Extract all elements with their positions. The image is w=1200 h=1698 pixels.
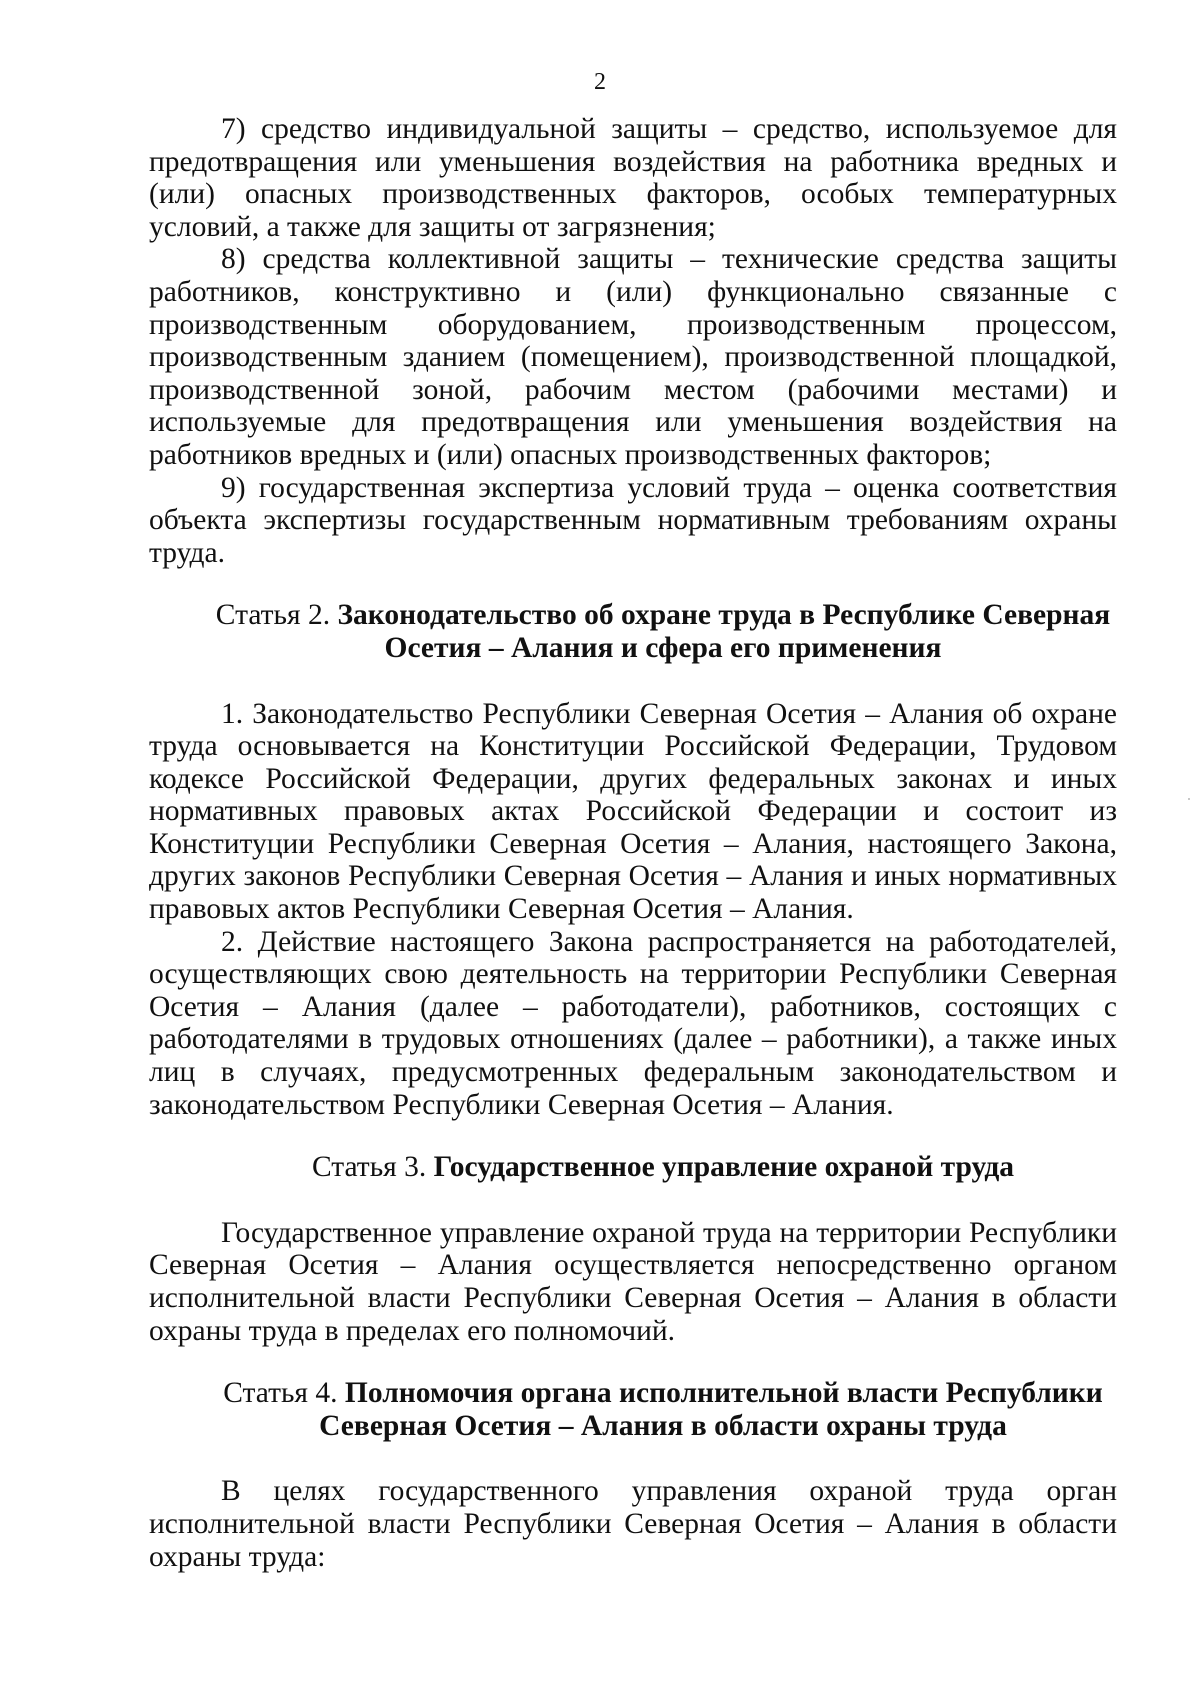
document-body (149, 113, 1117, 1573)
article-2-title: Законодательство об охране труда в Республике Северная Осетия – Алания и сфера его применения (337, 599, 1111, 664)
definition-item-7: 7) средство индивидуальной защиты – средство, используемое для предотвращения или уменьшения воздействия на работника вредных и (или) опасных производственных факторов, особых температурных условий, а также для защиты от загрязнения; (149, 113, 1117, 243)
definition-item-9: 9) государственная экспертиза условий труда – оценка соответствия объекта экспертизы государственным нормативным требованиям охраны труда. (149, 471, 1117, 569)
article-3-title: Государственное управление охраной труда (433, 1151, 1015, 1184)
article-4-heading (149, 1377, 1117, 1442)
article-4-paragraph-1: В целях государственного управления охраной труда орган исполнительной власти Республики Северная Осетия – Алания в области охраны труда: (149, 1475, 1117, 1573)
definition-item-8: 8) средства коллективной защиты – технические средства защиты работников, конструктивно и (или) функционально связанные с производственным оборудованием, производственным процессом, производственным зданием (помещением), производственной площадкой, производственной зоной, рабочим местом (рабочими местами) и используемые для предотвращения или уменьшения воздействия на работников вредных и (или) опасных производственных факторов; (149, 243, 1117, 471)
article-2-paragraph-1: 1. Законодательство Республики Северная Осетия – Алания об охране труда основывается на Конституции Российской Федерации, Трудовом кодексе Российской Федерации, других федеральных законах и иных нормативных правовых актах Российской Федерации и состоит из Конституции Республики Северная Осетия – Алания, настоящего Закона, других законов Республики Северная Осетия – Алания и иных нормативных правовых актов Республики Северная Осетия – Алания. (149, 697, 1117, 926)
article-3-label: Статья 3. (311, 1151, 427, 1184)
article-2-paragraph-2: 2. Действие настоящего Закона распространяется на работодателей, осуществляющих свою деятельность на территории Республики Северная Осетия – Алания (далее – работодатели), работников, состоящих с работодателями в трудовых отношениях (далее – работники), а также иных лиц в случаях, предусмотренных федеральным законодательством и законодательством Республики Северная Осетия – Алания. (149, 925, 1117, 1121)
article-2-heading (149, 599, 1117, 664)
article-3-heading (149, 1151, 1117, 1184)
article-3-paragraph-1: Государственное управление охраной труда на территории Республики Северная Осетия – Алания осуществляется непосредственно органом исполнительной власти Республики Северная Осетия – Алания в области охраны труда в пределах его полномочий. (149, 1216, 1117, 1347)
page-number: 2 (594, 69, 606, 95)
article-4-title: Полномочия органа исполнительной власти Республики Северная Осетия – Алания в области охраны труда (319, 1377, 1103, 1442)
scan-speck (1188, 798, 1190, 800)
article-4-label: Статья 4. (223, 1377, 338, 1410)
article-2-label: Статья 2. (215, 599, 331, 632)
